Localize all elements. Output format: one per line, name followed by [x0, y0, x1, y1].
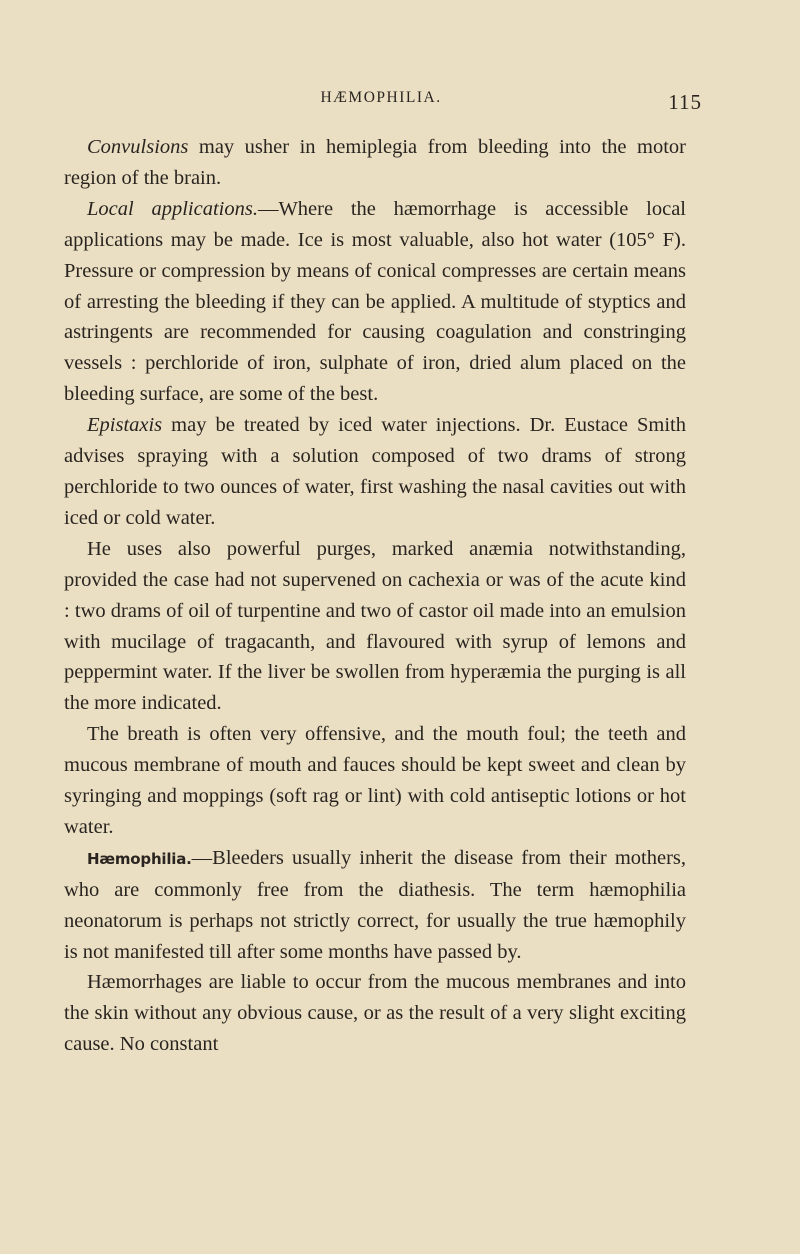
- paragraph-haemorrhages: [64, 967, 686, 1060]
- paragraph-text: He uses also powerful purges, marked anæmia notwithstanding, provided the case had not supervened on cachexia or was of the acute kind : two drams of oil of turpentine and two of castor oil made into an emulsion with mucilage of tragacanth, and flavoured with syrup of lemons and peppermint water. If the liver be swollen from hyperæmia the purging is all the more indicated.: [64, 537, 686, 715]
- paragraph-text: may be treated by iced water injections. Dr. Eustace Smith advises spraying with a solution composed of two drams of strong perchloride to two ounces of water, first washing the nasal cavities out with iced or cold water.: [64, 414, 686, 529]
- paragraph-breath: [64, 719, 686, 843]
- paragraph-local-applications: [64, 194, 686, 410]
- body-text: [64, 132, 686, 1060]
- paragraph-purges: [64, 534, 686, 719]
- page-header: [60, 89, 702, 115]
- running-title: HÆMOPHILIA.: [320, 89, 442, 106]
- paragraph-text: The breath is often very offensive, and the mouth foul; the teeth and mucous membrane of mouth and fauces should be kept sweet and clean by syringing and moppings (soft rag or lint) with cold antiseptic lotions or hot water.: [64, 723, 686, 838]
- section-heading: Hæmophilia.: [87, 849, 192, 868]
- lead-term: Local applications.: [87, 197, 258, 220]
- lead-term: Convulsions: [87, 136, 189, 158]
- paragraph-text: —Where the hæmorrhage is accessible local applications may be made. Ice is most valuable, also hot water (105° F). Pressure or compression by means of conical compresses are certain means of arresting the bleeding if they can be applied. A multitude of styptics and astringents are recommended for causing coagulation and constringing vessels : perchloride of iron, sulphate of iron, dried alum placed on the bleeding surface, are some of the best.: [64, 197, 686, 406]
- paragraph-text: may usher in hemiplegia from bleeding into the motor region of the brain.: [64, 136, 686, 189]
- paragraph-text: Hæmorrhages are liable to occur from the mucous membranes and into the skin without any obvious cause, or as the result of a very slight exciting cause. No constant: [64, 971, 686, 1056]
- lead-term: Epistaxis: [87, 414, 163, 437]
- page-number: 115: [668, 90, 702, 114]
- paragraph-convulsions: [64, 132, 686, 194]
- paragraph-text: —Bleeders usually inherit the disease from their mothers, who are commonly free from the diathesis. The term hæmophilia neonatorum is perhaps not strictly correct, for usually the true hæmophily is not manifested till after some months have passed by.: [64, 846, 686, 963]
- paragraph-haemophilia: [64, 843, 686, 968]
- paragraph-epistaxis: [64, 410, 686, 534]
